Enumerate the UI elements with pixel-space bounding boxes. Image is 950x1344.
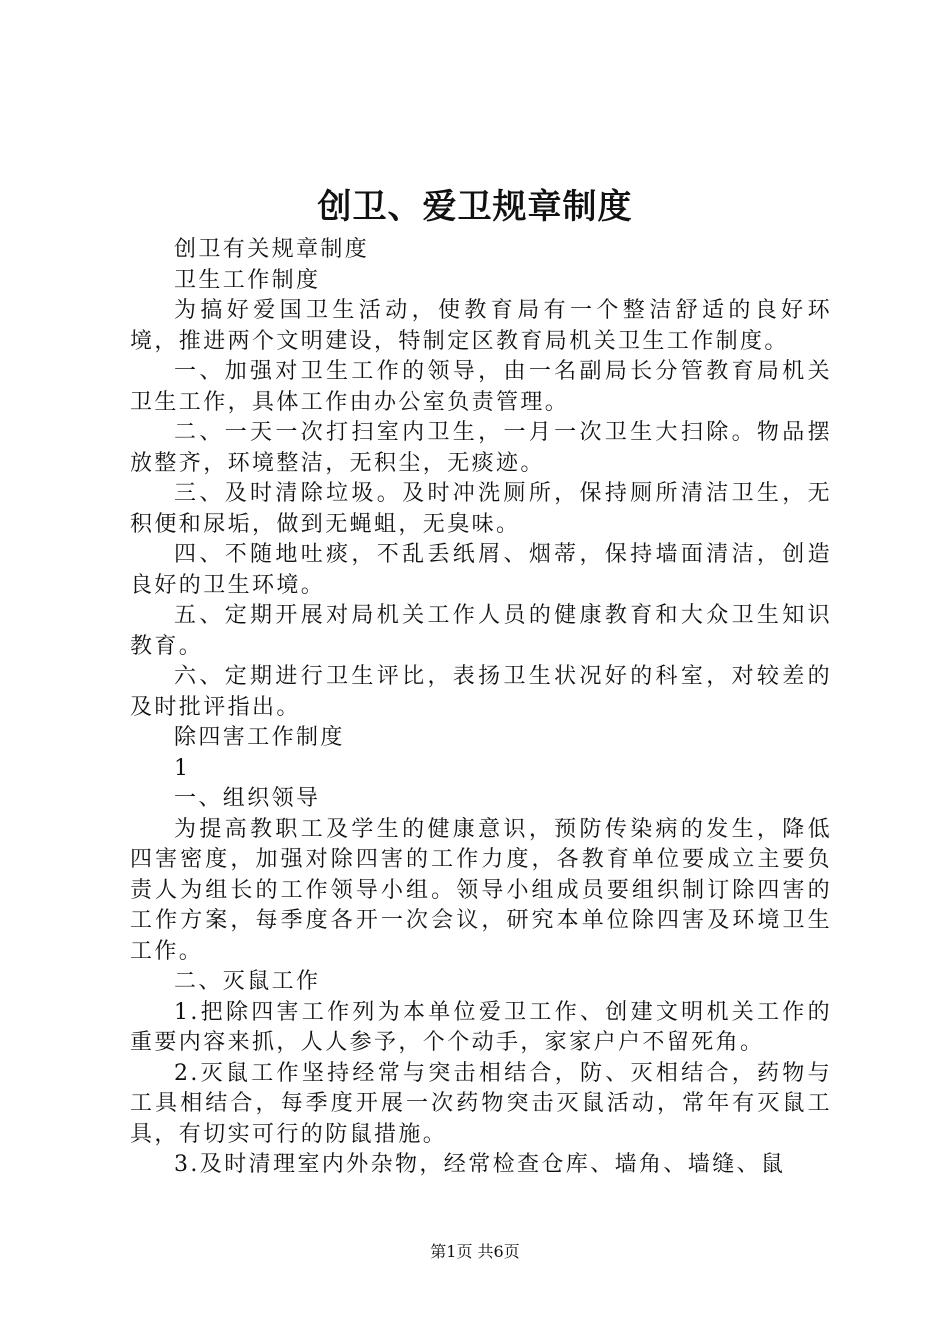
paragraph-number: 1 [174,755,191,781]
paragraph-heading: 二、灭鼠工作 [174,969,321,994]
paragraph-subtitle: 创卫有关规章制度 [174,237,370,262]
paragraph: 一、加强对卫生工作的领导，由一名副局长分管教育局机关卫生工作，具体工作由办公室负责管理。 [130,359,832,415]
paragraph: 二、一天一次打扫室内卫生，一月一次卫生大扫除。物品摆放整齐，环境整洁，无积尘，无痰迹。 [130,420,832,476]
paragraph: 3.及时清理室内外杂物，经常检查仓库、墙角、墙缝、鼠 [174,1152,786,1177]
paragraph: 六、定期进行卫生评比，表扬卫生状况好的科室，对较差的及时批评指出。 [130,664,832,720]
paragraph-section-heading: 除四害工作制度 [174,725,345,750]
paragraph: 2.灭鼠工作坚持经常与突击相结合，防、灭相结合，药物与工具相结合，每季度开展一次药物突击灭鼠活动，常年有灭鼠工具，有切实可行的防鼠措施。 [130,1060,832,1147]
paragraph: 五、定期开展对局机关工作人员的健康教育和大众卫生知识教育。 [130,603,832,659]
paragraph-heading: 一、组织领导 [174,786,321,811]
paragraph: 三、及时清除垃圾。及时冲洗厕所，保持厕所清洁卫生，无积便和尿垢，做到无蝇蛆，无臭味。 [130,481,832,537]
page-number-footer: 第1页 共6页 [430,1242,520,1261]
paragraph-section-heading: 卫生工作制度 [174,267,321,293]
paragraph: 1.把除四害工作列为本单位爱卫工作、创建文明机关工作的重要内容来抓，人人参予，个个动手，家家户户不留死角。 [130,999,832,1055]
document-body [130,235,832,1181]
paragraph: 为提高教职工及学生的健康意识，预防传染病的发生，降低四害密度，加强对除四害的工作力度，各教育单位要成立主要负责人为组长的工作领导小组。领导小组成员要组织制订除四害的工作方案，每季度各开一次会议，研究本单位除四害及环境卫生工作。 [130,816,832,964]
paragraph: 四、不随地吐痰，不乱丢纸屑、烟蒂，保持墙面清洁，创造良好的卫生环境。 [130,542,832,598]
document-title: 创卫、爱卫规章制度 [317,187,633,227]
paragraph: 为搞好爱国卫生活动，使教育局有一个整洁舒适的良好环境，推进两个文明建设，特制定区教育局机关卫生工作制度。 [130,298,832,354]
